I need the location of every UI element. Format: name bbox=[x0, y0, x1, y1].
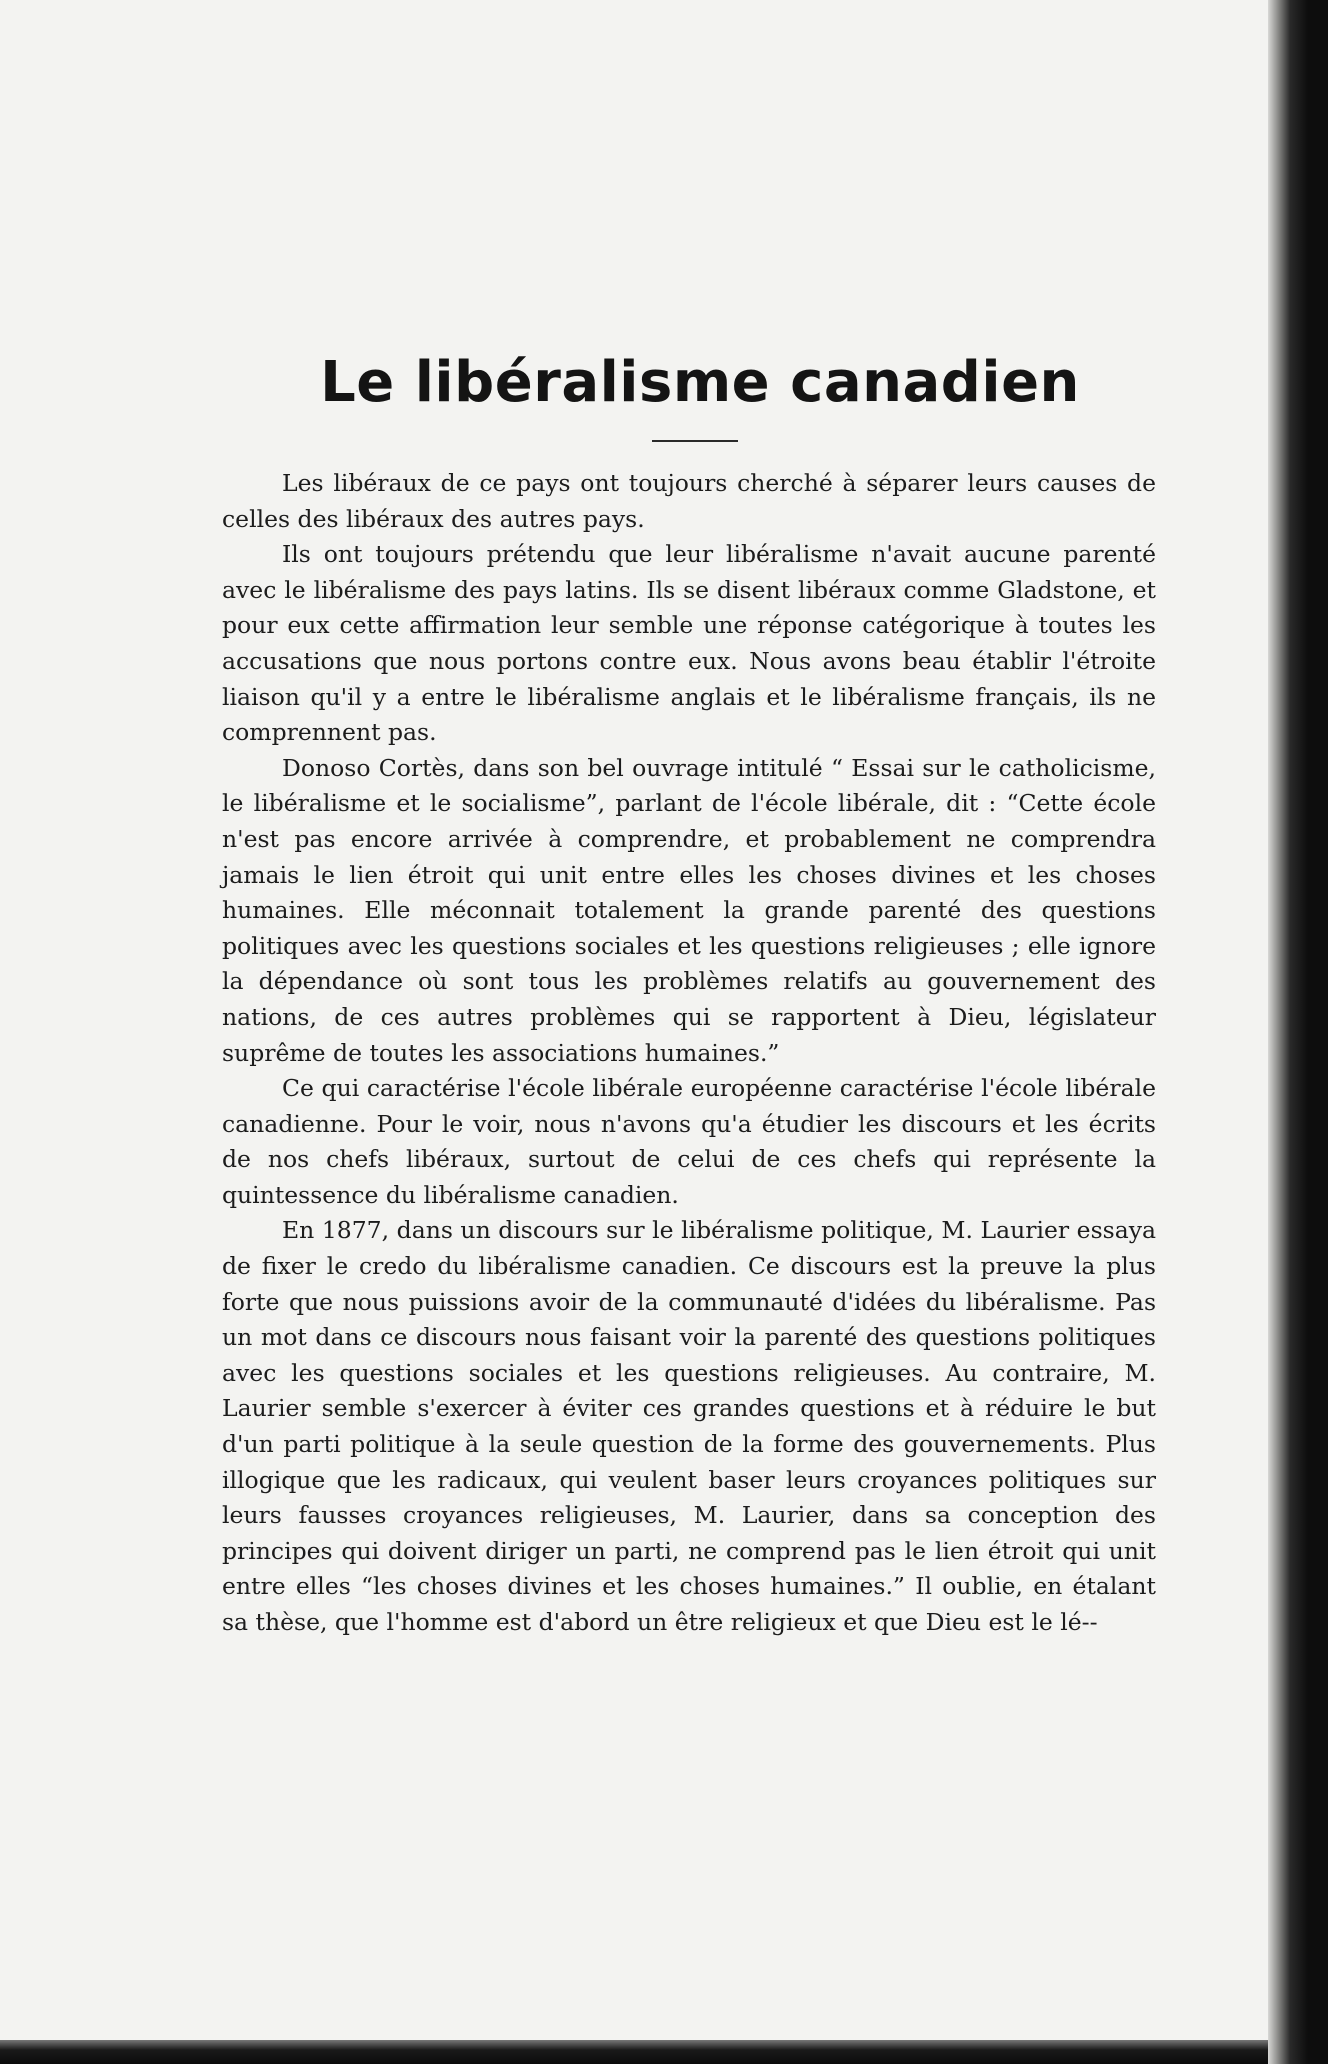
paragraph-2: Ils ont toujours prétendu que leur libéralisme n'avait aucune parenté avec le libéralisme des pays latins. Ils se disent libéraux comme Gladstone, et pour eux cette affirmation leur semble une réponse catégorique à toutes les accusations que nous portons contre eux. Nous avons beau établir l'étroite liaison qu'il y a entre le libéralisme anglais et le libéralisme français, ils ne comprennent pas. bbox=[222, 540, 1156, 747]
paragraph-3: Donoso Cortès, dans son bel ouvrage intitulé “ Essai sur le catholicisme, le libéralisme et le socialisme”, parlant de l'école libérale, dit : “Cette école n'est pas encore arrivée à comprendre, et probablement ne comprendra jamais le lien étroit qui unit entre elles les choses divines et les choses humaines. Elle méconnait totalement la grande parenté des questions politiques avec les questions sociales et les questions religieuses ; elle ignore la dépendance où sont tous les problèmes relatifs au gouvernement des nations, de ces autres problèmes qui se rapportent à Dieu, législateur suprême de toutes les associations humaines.” bbox=[222, 753, 1156, 1067]
paragraph-1: Les libéraux de ce pays ont toujours cherché à séparer leurs causes de celles des libéraux des autres pays. bbox=[222, 469, 1156, 533]
paragraph-4: Ce qui caractérise l'école libérale européenne caractérise l'école libérale canadienne. Pour le voir, nous n'avons qu'a étudier les discours et les écrits de nos chefs libéraux, surtout de celui de ces chefs qui représente la quintessence du libéralisme canadien. bbox=[222, 1074, 1156, 1209]
chapter-body bbox=[222, 466, 1156, 1641]
title-divider bbox=[652, 440, 738, 442]
paragraph-5: En 1877, dans un discours sur le libéralisme politique, M. Laurier essaya de fixer le credo du libéralisme canadien. Ce discours est la preuve la plus forte que nous puissions avoir de la communauté d'idées du libéralisme. Pas un mot dans ce discours nous faisant voir la parenté des questions politiques avec les questions sociales et les questions religieuses. Au contraire, M. Laurier semble s'exercer à éviter ces grandes questions et à réduire le but d'un parti politique à la seule question de la forme des gouvernements. Plus illogique que les radicaux, qui veulent baser leurs croyances politiques sur leurs fausses croyances religieuses, M. Laurier, dans sa conception des principes qui doivent diriger un parti, ne comprend pas le lien étroit qui unit entre elles “les choses divines et les choses humaines.” Il oublie, en étalant sa thèse, que l'homme est d'abord un être religieux et que Dieu est le lé-- bbox=[222, 1216, 1156, 1636]
page-bottom-shadow bbox=[0, 2040, 1268, 2064]
chapter-title: Le libéralisme canadien bbox=[320, 350, 1080, 415]
book-spine-shadow bbox=[1268, 0, 1328, 2064]
